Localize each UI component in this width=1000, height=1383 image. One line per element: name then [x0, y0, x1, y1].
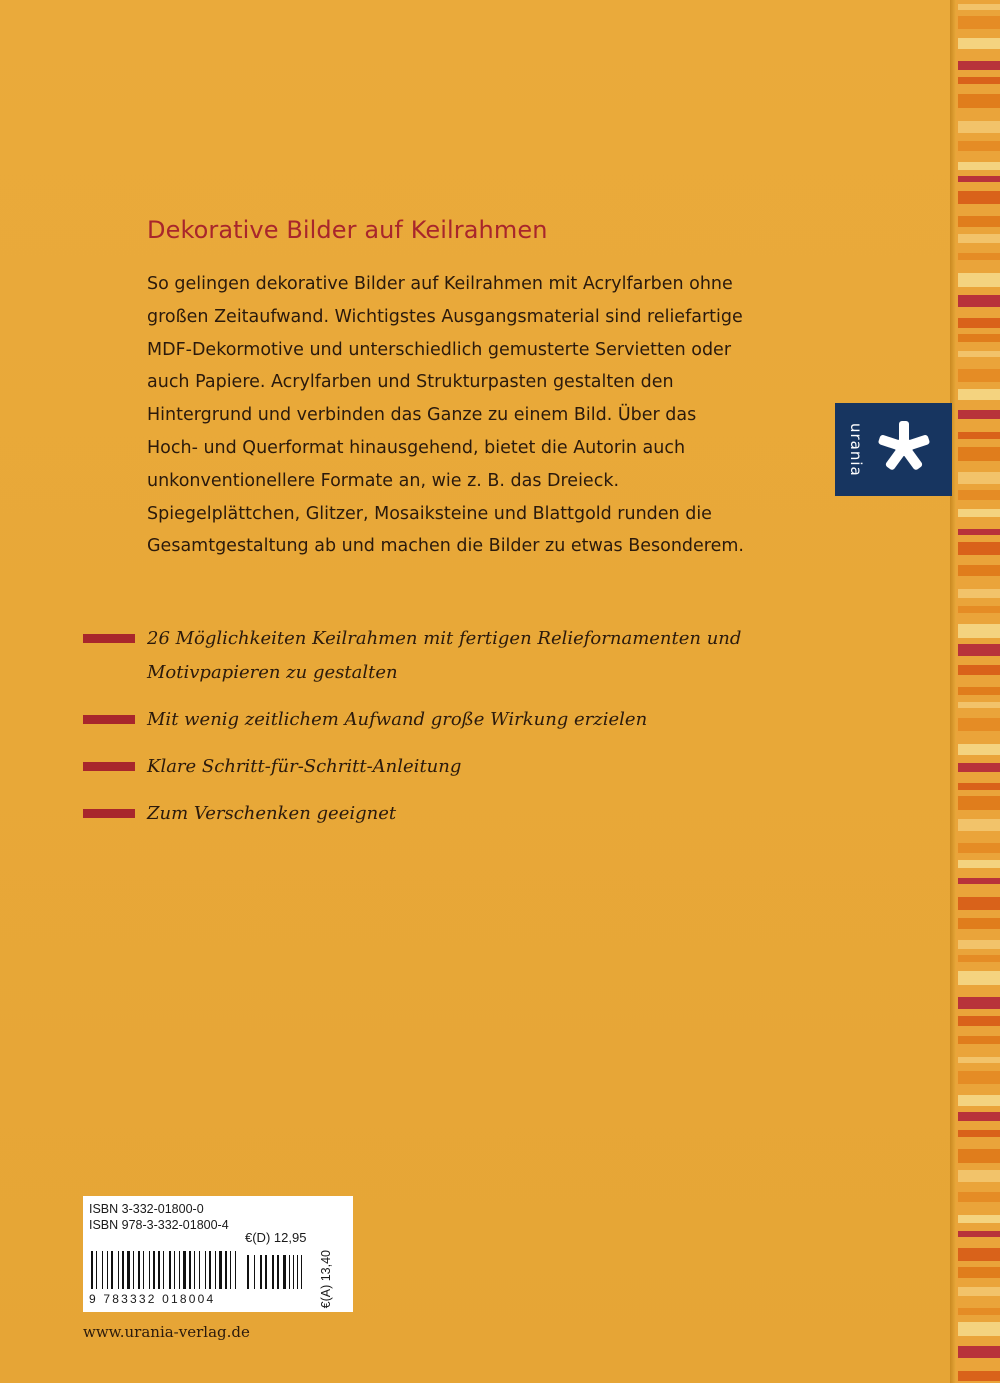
spine-stripe: [958, 702, 1000, 708]
spine-stripe: [958, 1267, 1000, 1278]
barcode-bar: [149, 1251, 150, 1289]
feature-text: Mit wenig zeitlichem Aufwand große Wirkung erzielen: [147, 709, 648, 730]
publisher-logo-word: urania: [847, 423, 865, 477]
spine-stripe: [958, 1036, 1000, 1044]
barcode-number: 9 783332 018004: [89, 1292, 216, 1306]
spine-stripe: [958, 971, 1000, 985]
barcode-icon: [87, 1251, 315, 1291]
barcode-bar: [91, 1251, 93, 1289]
barcode-bar: [107, 1251, 108, 1289]
blurb-text: So gelingen dekorative Bilder auf Keilrahmen mit Acrylfarben ohne großen Zeitaufwand. Wichtigstes Ausgangsmaterial sind reliefartige MDF-Dekormotive und unterschiedlich gemusterte Servietten oder auch Papiere. Acrylfarben und Strukturpasten gestalten den Hintergrund und verbinden das Ganze zu einem Bild. Über das Hoch- und Querformat hinausgehend, bietet die Autorin auch unkonventionellere Formate an, wie z. B. das Dreieck. Spiegelplättchen, Glitzer, Mosaiksteine und Blattgold runden die Gesamtgestaltung ab und machen die Bilder zu etwas Besonderem.: [147, 274, 744, 557]
spine-stripe: [958, 1371, 1000, 1381]
spine-stripe: [958, 1071, 1000, 1084]
spine-stripe: [958, 819, 1000, 831]
barcode-bar: [174, 1251, 175, 1289]
spine-stripe: [958, 624, 1000, 638]
spine-stripe: [958, 369, 1000, 382]
barcode-bar: [111, 1251, 113, 1289]
spine-stripe: [958, 176, 1000, 182]
barcode-bar: [209, 1251, 211, 1289]
feature-text: 26 Möglichkeiten Keilrahmen mit fertigen Reliefornamenten und Motivpapieren zu gestalten: [147, 628, 742, 683]
spine-stripe: [958, 432, 1000, 439]
spine-stripe: [958, 1149, 1000, 1163]
spine-stripe: [958, 1170, 1000, 1182]
spine-stripe: [958, 1130, 1000, 1137]
spine-stripe: [958, 253, 1000, 260]
spine-stripe: [958, 783, 1000, 790]
barcode-bar: [293, 1255, 294, 1289]
spine-stripe: [958, 16, 1000, 29]
spine-stripe: [958, 687, 1000, 695]
spine-stripe: [958, 940, 1000, 949]
spine-stripe: [958, 1308, 1000, 1315]
spine-stripe: [958, 843, 1000, 853]
spine-stripe: [958, 665, 1000, 675]
barcode-bar: [254, 1255, 255, 1289]
spine-stripe: [958, 860, 1000, 868]
spine-stripe: [958, 565, 1000, 576]
barcode-bar: [179, 1251, 180, 1289]
spine-stripe: [958, 997, 1000, 1009]
spine-stripe: [958, 273, 1000, 287]
spine-stripe: [958, 38, 1000, 49]
barcode-bar: [143, 1251, 144, 1289]
spine-stripe: [958, 606, 1000, 613]
asterisk-icon: [872, 415, 936, 479]
spine-stripe: [958, 763, 1000, 772]
spine-stripe: [958, 121, 1000, 133]
spine-fold: [950, 0, 956, 1383]
barcode-bar: [96, 1251, 97, 1289]
feature-text: Klare Schritt-für-Schritt-Anleitung: [147, 756, 462, 777]
spine-stripe: [958, 878, 1000, 884]
spine-stripe: [958, 4, 1000, 10]
bullet-bar-icon: [83, 715, 135, 724]
spine-stripe: [958, 509, 1000, 517]
spine-stripe: [958, 1287, 1000, 1296]
price-germany: €(D) 12,95: [245, 1230, 307, 1245]
barcode-bar: [272, 1255, 274, 1289]
barcode-bar: [158, 1251, 160, 1289]
spine-stripe: [958, 918, 1000, 929]
feature-text: Zum Verschenken geeignet: [147, 803, 397, 824]
spine-stripe: [958, 1231, 1000, 1237]
spine-stripe: [958, 94, 1000, 108]
publisher-url: www.urania-verlag.de: [83, 1323, 250, 1341]
isbn-10: ISBN 3-332-01800-0: [89, 1202, 204, 1216]
spine-stripe: [958, 162, 1000, 170]
spine-stripe: [958, 1248, 1000, 1261]
barcode-bar: [127, 1251, 130, 1289]
barcode-bar: [199, 1251, 200, 1289]
barcode-bar: [189, 1251, 191, 1289]
barcode-bar: [235, 1251, 236, 1289]
barcode-bar: [122, 1251, 124, 1289]
spine-stripe: [958, 295, 1000, 307]
spine-stripe: [958, 472, 1000, 484]
barcode-bar: [194, 1251, 195, 1289]
spine-stripe: [958, 141, 1000, 151]
barcode-bar: [230, 1251, 231, 1289]
spine-stripe: [958, 1215, 1000, 1223]
barcode-bar: [260, 1255, 262, 1289]
barcode-bar: [277, 1255, 279, 1289]
spine-stripe: [958, 897, 1000, 910]
barcode-bar: [102, 1251, 103, 1289]
spine-stripe: [958, 955, 1000, 962]
barcode-bar: [183, 1251, 186, 1289]
feature-item: [83, 622, 743, 690]
barcode-bar: [265, 1255, 267, 1289]
spine-stripe: [958, 410, 1000, 419]
barcode-bar: [225, 1251, 227, 1289]
bullet-bar-icon: [83, 762, 135, 771]
barcode-bar: [215, 1251, 216, 1289]
barcode-bar: [301, 1255, 302, 1289]
barcode-bar: [169, 1251, 171, 1289]
feature-item: [83, 703, 743, 737]
price-austria: €(A) 13,40: [319, 1250, 333, 1309]
bullet-bar-icon: [83, 809, 135, 818]
barcode-bar: [297, 1255, 298, 1289]
barcode-bar: [205, 1251, 206, 1289]
spine-stripe: [958, 589, 1000, 598]
spine-stripe: [958, 234, 1000, 243]
spine-stripe: [958, 1095, 1000, 1106]
spine-stripe: [958, 490, 1000, 500]
bullet-bar-icon: [83, 634, 135, 643]
isbn-label: [83, 1196, 353, 1312]
spine-stripe: [958, 318, 1000, 328]
spine-stripe: [958, 542, 1000, 555]
barcode-bar: [163, 1251, 164, 1289]
spine-stripe: [958, 1346, 1000, 1358]
barcode-bar: [247, 1255, 249, 1289]
spine-stripe: [958, 796, 1000, 810]
spine-stripe: [958, 744, 1000, 755]
book-title: Dekorative Bilder auf Keilrahmen: [147, 216, 548, 244]
spine-stripe: [958, 334, 1000, 342]
spine-stripe: [958, 61, 1000, 70]
spine-stripe: [958, 351, 1000, 357]
spine-stripe: [958, 389, 1000, 400]
barcode-bar: [118, 1251, 119, 1289]
barcode-bar: [219, 1251, 222, 1289]
isbn-13: ISBN 978-3-332-01800-4: [89, 1218, 229, 1232]
spine-stripe: [958, 216, 1000, 227]
spine-stripe: [958, 529, 1000, 535]
spine-stripe: [958, 1322, 1000, 1336]
barcode-bar: [153, 1251, 155, 1289]
spine-stripe: [958, 1192, 1000, 1202]
barcode-bar: [138, 1251, 140, 1289]
spine-stripe: [958, 447, 1000, 461]
spine-stripe: [958, 191, 1000, 204]
feature-item: [83, 750, 743, 784]
spine-stripe: [958, 1016, 1000, 1026]
feature-list: [83, 622, 743, 844]
barcode-bar: [289, 1255, 290, 1289]
spine-stripe: [958, 718, 1000, 731]
barcode-bar: [133, 1251, 134, 1289]
spine-stripe: [958, 77, 1000, 84]
spine-stripe: [958, 1112, 1000, 1121]
spine-stripe: [958, 1057, 1000, 1063]
feature-item: [83, 797, 743, 831]
barcode-bar: [283, 1255, 286, 1289]
spine-stripe: [958, 644, 1000, 656]
